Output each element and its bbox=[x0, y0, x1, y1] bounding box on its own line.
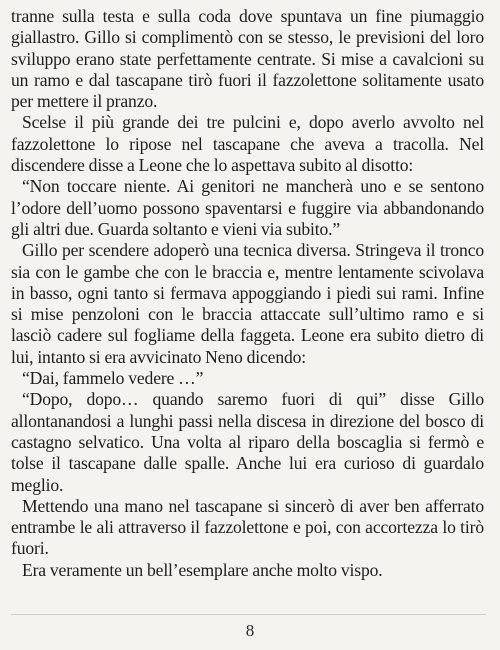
page-number: 8 bbox=[245, 621, 255, 640]
paragraph-8: Era veramente un bell’esemplare anche molto vispo. bbox=[22, 559, 383, 580]
paragraph-4: Gillo per scendere adoperò una tecnica diversa. Stringeva il tronco sia con le gambe che con le braccia e, mentre lentamente scivolava in basso, ogni tanto si fermava appoggiando i piedi sui rami. Infine si mise penzoloni con le braccia attaccate sull’ultimo ramo e si lasciò cadere sul fogliame della faggeta. Leone era subito dietro di lui, intanto si era avvicinato Neno dicendo: bbox=[11, 240, 484, 367]
paragraph-6-dialogue: “Dopo, dopo… quando saremo fuori di qui” disse Gillo allontanandosi a lunghi passi nella discesa in direzione del bosco di castagno selvatico. Una volta al riparo della boscaglia si fermò e tolse il tascapane dalle spalle. Anche lui era curioso di guardalo meglio. bbox=[11, 389, 484, 495]
paragraph-3-dialogue: “Non toccare niente. Ai genitori ne mancherà uno e se sentono l’odore dell’uomo possono spaventarsi e fuggire via abbandonando gli altri due. Guarda soltanto e vieni via subito.” bbox=[11, 176, 484, 239]
page-body bbox=[11, 6, 484, 581]
paragraph-7: Mettendo una mano nel tascapane si sincerò di aver ben afferrato entrambe le ali attraverso il fazzolettone e poi, con accortezza lo tirò fuori. bbox=[11, 495, 484, 559]
paragraph-2: Scelse il più grande dei tre pulcini e, dopo averlo avvolto nel fazzolettone lo ripose nel tascapane che aveva a tracolla. Nel discendere disse a Leone che lo aspettava subito al disotto: bbox=[11, 112, 484, 176]
footer-divider bbox=[11, 614, 486, 615]
paragraph-1: tranne sulla testa e sulla coda dove spuntava un fine piumaggio giallastro. Gillo si complimentò con se stesso, le previsioni del loro sviluppo erano state perfettamente centrate. Si mise a cavalcioni su un ramo e dal tascapane tirò fuori il fazzolettone solitamente usato per mettere il pranzo. bbox=[11, 6, 484, 112]
paragraph-5-dialogue: “Dai, fammelo vedere …” bbox=[22, 368, 204, 389]
